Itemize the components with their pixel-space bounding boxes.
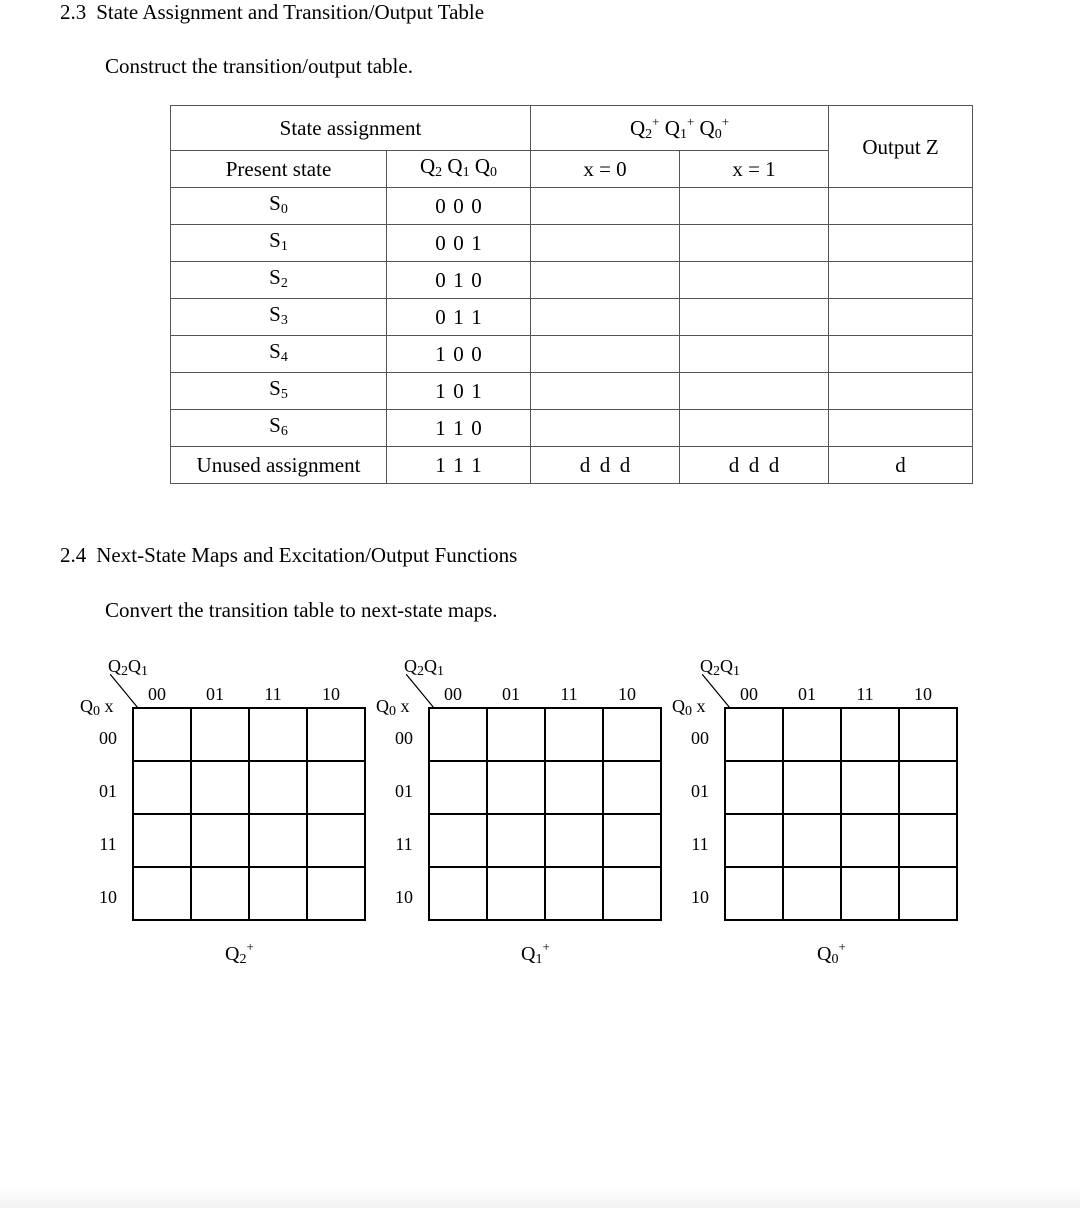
next-state-x1-cell[interactable] [680,262,829,299]
next-state-x1-cell[interactable] [680,225,829,262]
map-grid-row [725,761,957,814]
map-cell[interactable] [783,867,841,920]
state-bits-cell: 0 0 1 [387,225,531,262]
output-z-cell[interactable] [829,336,973,373]
map-cell[interactable] [783,814,841,867]
map-cell[interactable] [783,708,841,761]
map-cell[interactable] [249,814,307,867]
map-cell[interactable] [603,761,661,814]
map-column-header: 01 [502,684,520,704]
state-row [171,373,973,410]
map-column-variables: $Q_2Q_1$ [700,656,740,679]
state-bits-header: $Q_2$ $Q_1$ $Q_0$ [387,151,531,188]
map-column-header: 11 [560,684,578,704]
map-cell[interactable] [429,867,487,920]
map-caption: $Q_0^+$ [817,939,846,967]
map-row-header: 11 [99,834,117,854]
map-cell[interactable] [899,814,957,867]
map-cell[interactable] [603,814,661,867]
unused-bits: 1 1 1 [387,447,531,484]
map-column-header: 00 [740,684,758,704]
map-cell[interactable] [191,814,249,867]
section-heading-2-3 [60,0,484,25]
output-z-cell[interactable] [829,299,973,336]
map-column-header: 10 [914,684,932,704]
map-column-header: 11 [264,684,282,704]
map-cell[interactable] [603,867,661,920]
map-row-header: 01 [691,781,709,801]
next-state-x1-cell[interactable] [680,410,829,447]
present-state-cell: $S_1$ [171,225,387,262]
map-cell[interactable] [487,867,545,920]
map-grid [428,707,662,921]
unused-z-dont-care: d [829,447,973,484]
map-cell[interactable] [133,708,191,761]
next-state-header: $Q_2^+$ $Q_1^+$ $Q_0^+$ [531,106,829,151]
output-z-cell[interactable] [829,262,973,299]
map-caption: $Q_2^+$ [225,939,254,967]
map-grid-row [133,708,365,761]
map-cell[interactable] [725,708,783,761]
map-cell[interactable] [783,761,841,814]
unused-x1-dont-care: d d d [680,447,829,484]
instruction-text: Construct the transition/output table. [105,54,413,78]
map-cell[interactable] [487,761,545,814]
section-number: 2.4 [60,543,87,567]
map-cell[interactable] [429,814,487,867]
map-column-header: 10 [618,684,636,704]
map-cell[interactable] [191,761,249,814]
map-column-header: 00 [444,684,462,704]
present-state-header: Present state [171,151,387,188]
map-grid-row [725,708,957,761]
map-grid-row [429,867,661,920]
map-row-header: 00 [691,728,709,748]
section-heading-2-4 [60,543,517,568]
map-cell[interactable] [487,814,545,867]
map-cell[interactable] [545,814,603,867]
state-row [171,410,973,447]
next-state-x0-cell[interactable] [531,336,680,373]
output-z-cell[interactable] [829,373,973,410]
map-row-header: 01 [395,781,413,801]
state-row [171,262,973,299]
section-title: Next-State Maps and Excitation/Output Functions [96,543,518,567]
map-row-header: 10 [691,887,709,907]
map-grid-row [429,761,661,814]
next-state-map [376,652,676,967]
section-number: 2.3 [60,0,87,24]
present-state-cell: $S_6$ [171,410,387,447]
next-state-map [672,652,972,967]
next-state-x1-cell[interactable] [680,373,829,410]
map-grid-row [133,867,365,920]
map-cell[interactable] [249,708,307,761]
map-cell[interactable] [841,814,899,867]
instruction-text: Convert the transition table to next-state maps. [105,598,498,622]
next-state-x0-cell[interactable] [531,373,680,410]
map-cell[interactable] [307,814,365,867]
map-row-header: 11 [691,834,709,854]
map-cell[interactable] [191,708,249,761]
present-state-cell: $S_3$ [171,299,387,336]
map-cell[interactable] [487,708,545,761]
present-state-cell: $S_0$ [171,188,387,225]
next-state-x1-cell[interactable] [680,336,829,373]
map-column-variables: $Q_2Q_1$ [108,656,148,679]
map-grid [132,707,366,921]
map-cell[interactable] [545,708,603,761]
map-column-header: 01 [798,684,816,704]
output-z-cell[interactable] [829,188,973,225]
transition-output-table [170,105,973,484]
state-bits-cell: 0 1 0 [387,262,531,299]
map-cell[interactable] [429,761,487,814]
page-bottom-edge [0,1186,1080,1208]
map-cell[interactable] [191,867,249,920]
state-bits-cell: 0 1 1 [387,299,531,336]
map-column-header: 10 [322,684,340,704]
state-bits-cell: 0 0 0 [387,188,531,225]
map-cell[interactable] [307,761,365,814]
map-cell[interactable] [545,761,603,814]
map-row-header: 01 [99,781,117,801]
present-state-cell: $S_2$ [171,262,387,299]
state-bits-cell: 1 1 0 [387,410,531,447]
map-cell[interactable] [899,761,957,814]
next-state-x1-cell[interactable] [680,188,829,225]
next-state-x0-cell[interactable] [531,225,680,262]
next-state-x0-cell[interactable] [531,410,680,447]
map-grid [724,707,958,921]
state-row [171,225,973,262]
next-state-x0-cell[interactable] [531,299,680,336]
map-column-header: 11 [856,684,874,704]
map-cell[interactable] [133,761,191,814]
state-assignment-header: State assignment [171,106,531,151]
present-state-cell: $S_4$ [171,336,387,373]
map-row-header: 10 [99,887,117,907]
map-row-header: 11 [395,834,413,854]
output-z-cell[interactable] [829,225,973,262]
state-row [171,336,973,373]
map-row-variables: $Q_0$ x [376,696,410,719]
next-state-map [80,652,380,967]
section-title: State Assignment and Transition/Output Table [96,0,485,24]
map-cell[interactable] [307,867,365,920]
unused-assignment-label: Unused assignment [171,447,387,484]
map-column-header: 01 [206,684,224,704]
state-row [171,299,973,336]
x0-header: x = 0 [531,151,680,188]
state-row [171,188,973,225]
map-grid-row [133,814,365,867]
map-cell[interactable] [899,867,957,920]
map-cell[interactable] [249,867,307,920]
map-cell[interactable] [841,708,899,761]
map-cell[interactable] [133,814,191,867]
unused-x0-dont-care: d d d [531,447,680,484]
output-z-header: Output Z [829,106,973,188]
map-row-variables: $Q_0$ x [80,696,114,719]
output-z-cell[interactable] [829,410,973,447]
next-state-x1-cell[interactable] [680,299,829,336]
present-state-cell: $S_5$ [171,373,387,410]
map-cell[interactable] [307,708,365,761]
map-cell[interactable] [841,761,899,814]
map-row-header: 00 [395,728,413,748]
map-row-variables: $Q_0$ x [672,696,706,719]
map-cell[interactable] [545,867,603,920]
map-column-variables: $Q_2Q_1$ [404,656,444,679]
x1-header: x = 1 [680,151,829,188]
map-grid-row [725,814,957,867]
map-grid-row [429,814,661,867]
map-row-header: 10 [395,887,413,907]
map-grid-row [725,867,957,920]
map-cell[interactable] [725,867,783,920]
map-cell[interactable] [603,708,661,761]
next-state-x0-cell[interactable] [531,262,680,299]
map-cell[interactable] [429,708,487,761]
map-caption: $Q_1^+$ [521,939,550,967]
map-cell[interactable] [725,814,783,867]
next-state-x0-cell[interactable] [531,188,680,225]
map-cell[interactable] [725,761,783,814]
state-bits-cell: 1 0 1 [387,373,531,410]
map-cell[interactable] [133,867,191,920]
map-column-header: 00 [148,684,166,704]
map-cell[interactable] [899,708,957,761]
map-grid-row [429,708,661,761]
map-row-header: 00 [99,728,117,748]
map-cell[interactable] [249,761,307,814]
state-bits-cell: 1 0 0 [387,336,531,373]
map-cell[interactable] [841,867,899,920]
map-grid-row [133,761,365,814]
